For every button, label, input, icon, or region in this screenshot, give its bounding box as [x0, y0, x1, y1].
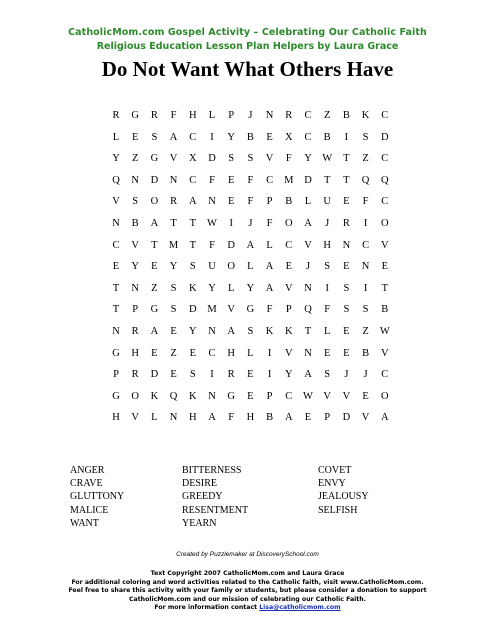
grid-letter: R	[170, 196, 178, 208]
grid-letter: R	[112, 110, 120, 121]
grid-letter: E	[170, 369, 177, 381]
grid-letter: P	[228, 110, 235, 121]
grid-letter: N	[208, 326, 216, 337]
grid-letter: C	[381, 369, 389, 381]
grid-letter: V	[285, 347, 293, 359]
grid-letter: C	[285, 239, 293, 251]
grid-letter: C	[208, 347, 216, 359]
grid-letter: K	[265, 326, 274, 337]
grid-letter: A	[381, 412, 389, 424]
grid-letter: Y	[285, 369, 293, 381]
grid-letter: K	[189, 390, 197, 402]
grid-letter: P	[285, 304, 292, 316]
grid-letter: I	[325, 282, 329, 294]
grid-letter: B	[362, 347, 370, 359]
grid-letter: Q	[169, 390, 178, 402]
grid-letter: L	[266, 239, 273, 251]
grid-letter: T	[112, 282, 120, 294]
header-line-1: CatholicMom.com Gospel Activity – Celebrating Our Catholic Faith	[68, 27, 427, 38]
grid-letter: G	[150, 153, 159, 165]
grid-letter: T	[304, 326, 312, 337]
word-list-item: MALICE	[70, 504, 109, 516]
grid-letter: S	[247, 326, 254, 337]
grid-letter: A	[150, 218, 159, 229]
grid-letter: V	[361, 412, 370, 424]
grid-letter: L	[208, 110, 216, 121]
word-list-item: WANT	[70, 517, 99, 529]
word-list-item: YEARN	[182, 517, 217, 529]
grid-letter: S	[362, 304, 369, 316]
grid-letter: P	[132, 304, 139, 316]
grid-letter: V	[381, 239, 389, 251]
grid-letter: N	[304, 282, 312, 294]
grid-letter: V	[323, 390, 331, 402]
footer	[0, 570, 495, 613]
grid-letter: G	[246, 304, 255, 316]
grid-letter: X	[285, 131, 293, 143]
grid-letter: V	[131, 412, 139, 424]
grid-letter: D	[150, 369, 159, 381]
grid-letter: R	[131, 326, 139, 337]
grid-letter: S	[343, 282, 350, 294]
grid-letter: L	[151, 412, 158, 424]
grid-letter: C	[285, 390, 293, 402]
grid-letter: V	[169, 153, 178, 165]
grid-letter: Y	[208, 282, 216, 294]
grid-letter: E	[131, 131, 139, 143]
grid-letter: I	[267, 369, 272, 381]
grid-letter: T	[343, 153, 350, 165]
grid-letter: E	[266, 131, 273, 143]
grid-letter: H	[131, 347, 139, 359]
grid-letter: Q	[381, 174, 389, 186]
grid-letter: H	[189, 412, 197, 424]
grid-letter: N	[361, 261, 370, 273]
grid-letter: Y	[169, 261, 178, 273]
grid-letter: C	[381, 196, 389, 208]
grid-letter: P	[113, 369, 119, 381]
grid-letter: A	[169, 131, 178, 143]
grid-letter: C	[381, 153, 389, 165]
grid-letter: S	[228, 153, 235, 165]
grid-letter: D	[227, 239, 235, 251]
grid-letter: F	[170, 110, 177, 121]
grid-letter: A	[265, 282, 274, 294]
grid-letter: G	[112, 347, 120, 359]
grid-letter: F	[266, 304, 273, 316]
grid-letter: V	[342, 390, 351, 402]
footer-contact-label: For more information contact	[154, 604, 260, 612]
grid-letter: A	[304, 369, 312, 381]
grid-letter: U	[323, 196, 331, 208]
grid-letter: B	[342, 110, 350, 121]
grid-letter: P	[266, 196, 273, 208]
grid-letter: C	[189, 131, 197, 143]
grid-letter: H	[323, 239, 331, 251]
word-list-item: BITTERNESS	[182, 465, 242, 476]
grid-letter: I	[267, 347, 272, 359]
grid-letter: D	[342, 412, 351, 424]
grid-letter: F	[324, 304, 331, 316]
grid-letter: E	[227, 196, 235, 208]
grid-letter: L	[227, 282, 235, 294]
word-list-item: RESENTMENT	[182, 504, 249, 516]
grid-letter: S	[324, 369, 331, 381]
grid-letter: E	[285, 261, 292, 273]
grid-letter: X	[189, 153, 197, 165]
grid-letter: S	[189, 369, 196, 381]
grid-letter: O	[150, 196, 159, 208]
grid-letter: S	[189, 261, 196, 273]
grid-letter: E	[189, 347, 196, 359]
grid-letter: F	[247, 174, 254, 186]
grid-letter: S	[151, 131, 158, 143]
grid-letter: T	[112, 304, 120, 316]
grid-letter: M	[207, 304, 217, 316]
grid-letter: E	[304, 412, 312, 424]
grid-letter: C	[362, 239, 370, 251]
grid-letter: D	[189, 304, 197, 316]
footer-copyright: Text Copyright 2007 CatholicMom.com and Laura Grace	[150, 570, 345, 577]
grid-letter: B	[131, 218, 139, 229]
grid-letter: W	[207, 218, 217, 229]
grid-letter: W	[303, 390, 313, 402]
grid-letter: F	[247, 196, 254, 208]
grid-letter: E	[151, 261, 158, 273]
grid-letter: B	[266, 412, 274, 424]
grid-letter: E	[151, 347, 158, 359]
grid-letter: H	[246, 412, 255, 424]
grid-letter: E	[247, 390, 254, 402]
footer-mission: CatholicMom.com and our mission of celebrating our Catholic Faith.	[129, 595, 366, 603]
grid-letter: N	[112, 326, 120, 337]
grid-letter: R	[285, 110, 293, 121]
grid-letter: G	[112, 390, 120, 402]
grid-letter: J	[305, 261, 311, 273]
grid-letter: L	[247, 347, 254, 359]
grid-letter: H	[227, 347, 235, 359]
word-list-item: DESIRE	[182, 478, 217, 490]
grid-letter: A	[208, 412, 216, 424]
word-list-item: JEALOUSY	[318, 491, 369, 503]
grid-letter: Y	[304, 153, 312, 165]
grid-letter: G	[150, 304, 159, 316]
grid-letter: L	[323, 326, 331, 337]
puzzlemaker-credit: Created by Puzzlemaker at DiscoverySchool.com	[176, 551, 319, 558]
grid-letter: C	[381, 110, 389, 121]
grid-letter: E	[112, 261, 120, 273]
grid-letter: T	[343, 174, 350, 186]
word-list-item: COVET	[318, 465, 352, 476]
grid-letter: C	[304, 110, 312, 121]
grid-letter: C	[266, 174, 274, 186]
grid-letter: S	[362, 131, 369, 143]
grid-letter: D	[304, 174, 312, 186]
grid-letter: W	[379, 326, 390, 337]
grid-letter: A	[189, 196, 197, 208]
grid-letter: D	[381, 131, 389, 143]
grid-letter: I	[229, 218, 233, 229]
grid-letter: E	[343, 347, 350, 359]
grid-letter: M	[168, 239, 179, 251]
word-list-item: GLUTTONY	[70, 491, 125, 503]
grid-letter: O	[381, 218, 389, 229]
grid-letter: K	[285, 326, 293, 337]
grid-letter: N	[208, 196, 216, 208]
grid-letter: J	[248, 110, 253, 121]
grid-letter: N	[131, 282, 139, 294]
grid-letter: V	[131, 239, 139, 251]
grid-letter: D	[150, 174, 159, 186]
grid-letter: B	[323, 131, 331, 143]
grid-letter: A	[265, 261, 274, 273]
grid-letter: C	[112, 239, 120, 251]
grid-letter: A	[227, 326, 235, 337]
grid-letter: R	[150, 110, 158, 121]
grid-letter: Q	[112, 174, 120, 186]
grid-letter: V	[227, 304, 235, 316]
grid-letter: S	[170, 282, 177, 294]
word-list-item: ENVY	[318, 478, 346, 490]
grid-letter: T	[189, 218, 196, 229]
grid-letter: Q	[361, 174, 370, 186]
grid-letter: F	[228, 412, 235, 424]
grid-letter: A	[150, 326, 159, 337]
grid-letter: T	[170, 218, 177, 229]
grid-letter: P	[324, 412, 331, 424]
grid-letter: G	[227, 390, 235, 402]
grid-letter: C	[189, 174, 197, 186]
grid-letter: V	[112, 196, 120, 208]
grid-letter: M	[284, 174, 294, 186]
grid-letter: T	[189, 239, 196, 251]
grid-letter: I	[210, 369, 214, 381]
grid-letter: U	[208, 261, 216, 273]
grid-letter: Z	[170, 347, 177, 359]
grid-letter: S	[343, 304, 350, 316]
grid-letter: Y	[189, 326, 197, 337]
grid-letter: K	[189, 282, 197, 294]
grid-letter: N	[342, 239, 351, 251]
grid-letter: E	[170, 326, 177, 337]
grid-letter: B	[381, 304, 389, 316]
grid-letter: R	[227, 369, 235, 381]
grid-letter: N	[131, 174, 139, 186]
grid-letter: R	[131, 369, 139, 381]
grid-letter: J	[363, 369, 368, 381]
grid-letter: E	[227, 174, 235, 186]
grid-letter: B	[246, 131, 254, 143]
grid-letter: Z	[131, 153, 139, 165]
grid-letter: V	[304, 239, 312, 251]
grid-letter: H	[189, 110, 197, 121]
grid-letter: Z	[151, 282, 158, 294]
header-line-2: Religious Education Lesson Plan Helpers by Laura Grace	[96, 41, 399, 52]
grid-letter: I	[363, 218, 368, 229]
grid-letter: L	[304, 196, 312, 208]
grid-letter: I	[363, 282, 368, 294]
grid-letter: W	[322, 153, 333, 165]
grid-letter: P	[266, 390, 273, 402]
grid-letter: B	[285, 196, 293, 208]
grid-letter: F	[362, 196, 369, 208]
grid-letter: J	[344, 369, 349, 381]
grid-letter: J	[325, 218, 330, 229]
grid-letter: A	[246, 239, 255, 251]
word-list-item: CRAVE	[70, 478, 103, 490]
grid-letter: F	[209, 174, 215, 186]
grid-letter: V	[285, 282, 293, 294]
grid-letter: V	[265, 153, 274, 165]
grid-letter: Z	[362, 326, 369, 337]
footer-share-note: Feel free to share this activity with your family or students, but please consider a donation to support	[68, 587, 427, 595]
grid-letter: E	[343, 261, 350, 273]
grid-letter: K	[361, 110, 370, 121]
grid-letter: E	[343, 326, 350, 337]
contact-email-link[interactable]: Lisa@catholicmom.com	[259, 604, 341, 612]
grid-letter: O	[285, 218, 293, 229]
grid-letter: R	[342, 218, 350, 229]
footer-contact	[0, 604, 495, 613]
grid-letter: I	[344, 131, 349, 143]
page-title: Do Not Want What Others Have	[101, 57, 394, 81]
grid-letter: Z	[362, 153, 369, 165]
grid-letter: N	[265, 110, 274, 121]
grid-letter: S	[324, 261, 331, 273]
grid-letter: F	[266, 218, 273, 229]
grid-letter: N	[208, 390, 216, 402]
grid-letter: E	[343, 196, 350, 208]
grid-letter: F	[209, 239, 215, 251]
grid-letter: E	[247, 369, 254, 381]
grid-letter: O	[381, 390, 389, 402]
grid-letter: A	[304, 218, 312, 229]
grid-letter: Q	[304, 304, 312, 316]
word-list-item: GREEDY	[182, 491, 223, 503]
grid-letter: Y	[131, 261, 139, 273]
grid-letter: T	[381, 282, 388, 294]
grid-letter: S	[247, 153, 254, 165]
grid-letter: Z	[323, 110, 331, 121]
grid-letter: N	[169, 174, 178, 186]
grid-letter: J	[248, 218, 253, 229]
grid-letter: D	[208, 153, 216, 165]
grid-letter: S	[132, 196, 139, 208]
footer-more-activities: For additional coloring and word activities related to the Catholic faith, visit www.CatholicMom.com.	[71, 578, 424, 586]
grid-letter: C	[304, 131, 312, 143]
grid-letter: T	[151, 239, 158, 251]
grid-letter: A	[285, 412, 293, 424]
grid-letter: Y	[112, 153, 120, 165]
grid-letter: G	[131, 110, 139, 121]
word-list-item: ANGER	[70, 465, 105, 476]
grid-letter: Y	[246, 282, 255, 294]
grid-letter: E	[362, 390, 369, 402]
grid-letter: V	[381, 347, 389, 359]
grid-letter: N	[112, 218, 120, 229]
grid-letter: N	[169, 412, 178, 424]
grid-letter: K	[150, 390, 159, 402]
grid-letter: E	[381, 261, 388, 273]
grid-letter: N	[304, 347, 312, 359]
grid-letter: O	[227, 261, 235, 273]
grid-letter: I	[210, 131, 214, 143]
grid-letter: E	[323, 347, 331, 359]
grid-letter: S	[170, 304, 177, 316]
grid-letter: Y	[227, 131, 235, 143]
grid-letter: O	[131, 390, 139, 402]
grid-letter: T	[323, 174, 331, 186]
grid-letter: H	[112, 412, 120, 424]
grid-letter: L	[112, 131, 120, 143]
grid-letter: L	[247, 261, 254, 273]
word-list-item: SELFISH	[318, 504, 358, 516]
grid-letter: F	[285, 153, 292, 165]
